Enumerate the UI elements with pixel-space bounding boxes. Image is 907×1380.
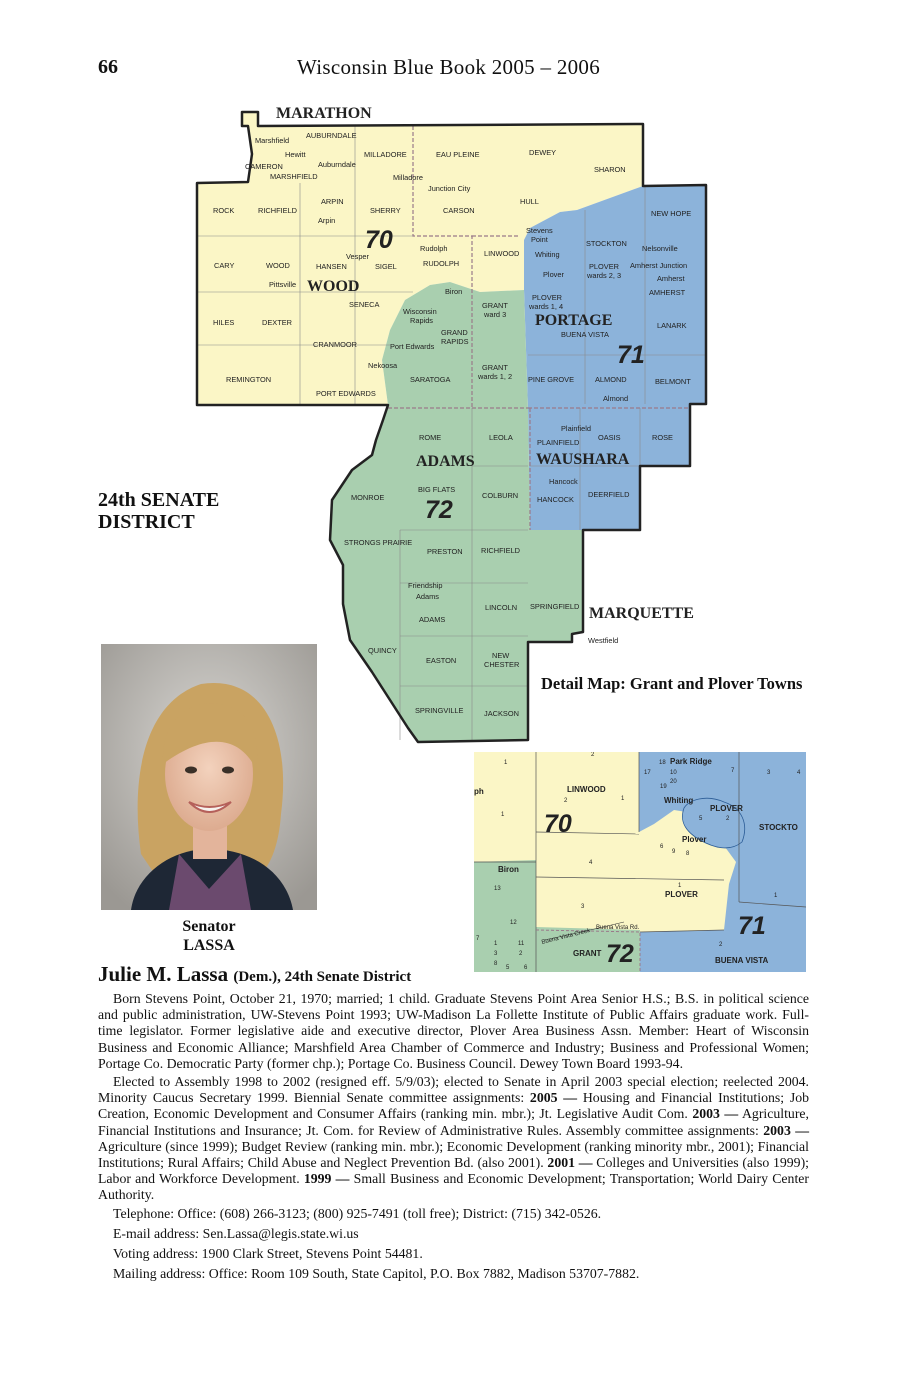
- map-label: Arpin: [318, 216, 336, 225]
- district-heading: [98, 489, 258, 533]
- map-label: PLOVER: [589, 262, 619, 271]
- map-label: ROCK: [213, 206, 235, 215]
- map-label: QUINCY: [368, 646, 397, 655]
- map-label: Nelsonville: [642, 244, 678, 253]
- map-label: Pittsville: [269, 280, 297, 289]
- map-label: Nekoosa: [368, 361, 398, 370]
- map-label: PLAINFIELD: [537, 438, 580, 447]
- map-label: ARPIN: [321, 197, 344, 206]
- map-label: ROME: [419, 433, 442, 442]
- contact-telephone: Telephone: Office: (608) 266-3123; (800) 925-7491 (toll free); District: (715) 342-0526.: [113, 1205, 602, 1221]
- map-label: HANSEN: [316, 262, 347, 271]
- ward-number: 5: [506, 965, 510, 971]
- county-label-marathon: MARATHON: [276, 105, 372, 122]
- map-label: CAMERON: [245, 162, 283, 171]
- detail-map-heading: Detail Map: Grant and Plover Towns: [541, 674, 803, 693]
- district-number-72: 72: [425, 496, 453, 524]
- map-label: wards 1, 4: [529, 302, 564, 311]
- legislator-party-district: (Dem.), 24th Senate District: [233, 969, 412, 985]
- map-label: Amherst: [657, 274, 685, 283]
- map-label: MARSHFIELD: [270, 172, 318, 181]
- contact-voting-address: Voting address: 1900 Clark Street, Stevens Point 54481.: [113, 1246, 423, 1262]
- map-label: Junction City: [428, 184, 471, 193]
- ward-number: 9: [672, 849, 676, 855]
- map-label: AMHERST: [649, 288, 686, 297]
- running-head: Wisconsin Blue Book 2005 – 2006: [297, 55, 601, 79]
- detail-label: Whiting: [664, 796, 694, 805]
- detail-map: [474, 752, 806, 972]
- map-label: BUENA VISTA: [561, 330, 609, 339]
- ward-number: 1: [501, 812, 505, 818]
- map-label: wards 2, 3: [587, 271, 622, 280]
- ward-number: 7: [476, 936, 480, 942]
- map-label: Friendship: [408, 581, 443, 590]
- ward-number: 3: [767, 770, 771, 776]
- county-label-marquette: MARQUETTE: [589, 605, 694, 622]
- county-label-portage: PORTAGE: [535, 312, 613, 329]
- map-label: Wisconsin: [403, 307, 437, 316]
- ward-number: 6: [660, 844, 664, 850]
- map-label: Hewitt: [285, 150, 306, 159]
- ward-number: 2: [591, 752, 595, 758]
- ward-number: 11: [518, 941, 525, 947]
- map-label: Adams: [416, 592, 440, 601]
- map-label: HILES: [213, 318, 235, 327]
- map-label: ward 3: [484, 310, 507, 319]
- map-label: SHARON: [594, 165, 626, 174]
- bio-paragraph-career: Elected to Assembly 1998 to 2002 (resigned eff. 5/9/03); elected to Senate in April 2003 special election; reelected 2004. Minority Caucus Secretary 1999. Biennial Senate committee assignments: 2005 — Housing and Financial Institutions; Job Creation, Economic Development and Consumer Affairs (ranking min. mbr.); Jt. Legislative Audit Com. 2003 — Agriculture, Financial Institutions and Insurance; Jt. Com. for Review of Administrative Rules. Assembly committee assignments: 2003 — Agriculture (since 1999); Budget Review (ranking min. mbr.); Economic Development (ranking minority mbr., 2001); Financial Institutions; Rural Affairs; Child Abuse and Neglect Prevention Bd. (also 2001). 2001 — Colleges and Universities (also 1999); Labor and Workforce Development. 1999 — Small Business and Economic Development; Transportation; World Dairy Center Authority.: [98, 1074, 810, 1203]
- map-label: AUBURNDALE: [306, 131, 357, 140]
- detail-label: Plover: [682, 835, 707, 844]
- detail-label: PLOVER: [710, 804, 743, 813]
- ward-number: 2: [564, 798, 568, 804]
- photo-caption-line1: Senator: [182, 918, 236, 935]
- ward-number: 3: [494, 951, 498, 957]
- photo-caption: [101, 917, 317, 955]
- map-label: ALMOND: [595, 375, 627, 384]
- ward-number: 8: [494, 961, 498, 967]
- ward-number: 2: [726, 816, 730, 822]
- map-label: Whiting: [535, 250, 560, 259]
- map-label: PORT EDWARDS: [316, 389, 376, 398]
- ward-number: 18: [659, 760, 666, 766]
- map-label: ROSE: [652, 433, 673, 442]
- map-label: wards 1, 2: [478, 372, 513, 381]
- map-label: PRESTON: [427, 547, 463, 556]
- map-label: CARSON: [443, 206, 475, 215]
- ward-number: 19: [660, 784, 667, 790]
- map-label: HULL: [520, 197, 539, 206]
- ward-number: 1: [504, 760, 508, 766]
- detail-label: LINWOOD: [567, 785, 606, 794]
- detail-label: PLOVER: [665, 890, 698, 899]
- map-label: RICHFIELD: [481, 546, 521, 555]
- ward-number: 1: [678, 883, 682, 889]
- ward-number: 7: [731, 768, 735, 774]
- bio-paragraph-personal: Born Stevens Point, October 21, 1970; married; 1 child. Graduate Stevens Point Area Senior H.S.; B.S. in political science and public administration, UW-Stevens Point 1993; UW-Madison La Follette Institute of Public Affairs graduate work. Full-time legislator. Former legislative aide and executive director, Plover Area Business Assn. Member: Heart of Wisconsin Business and Economic Alliance; Marshfield Area Chamber of Commerce and Industry; Business and Professional Women; Portage Co. Democratic Party (former chp.); Portage Co. Business Council. Dewey Town Board 1993-94.: [98, 991, 809, 1071]
- map-label: NEW: [492, 651, 510, 660]
- detail-label: Buena Vista Rd.: [596, 925, 640, 931]
- detail-district-71: 71: [738, 912, 766, 940]
- map-label: RUDOLPH: [423, 259, 460, 268]
- legislator-biography: [98, 991, 809, 1286]
- ward-number: 20: [670, 779, 677, 785]
- map-label: PINE GROVE: [528, 375, 574, 384]
- map-label: DEWEY: [529, 148, 557, 157]
- map-label: Marshfield: [255, 136, 290, 145]
- map-label: CRANMOOR: [313, 340, 357, 349]
- map-label: ADAMS: [419, 615, 446, 624]
- ward-number: 13: [494, 886, 501, 892]
- map-label: OASIS: [598, 433, 621, 442]
- map-label: STRONGS PRAIRIE: [344, 538, 413, 547]
- district-heading-line2: DISTRICT: [98, 511, 195, 533]
- map-label: RAPIDS: [441, 337, 469, 346]
- map-label: PLOVER: [532, 293, 562, 302]
- map-label: Hancock: [549, 477, 578, 486]
- contact-mailing-address: Mailing address: Office: Room 109 South, State Capitol, P.O. Box 7882, Madison 53707-7882.: [113, 1266, 640, 1282]
- map-label: SPRINGFIELD: [530, 602, 580, 611]
- detail-label: BUENA VISTA: [715, 956, 769, 965]
- map-label: NEW HOPE: [651, 209, 692, 218]
- photo-caption-line2: LASSA: [183, 937, 235, 954]
- map-label: Auburndale: [318, 160, 356, 169]
- ward-number: 10: [670, 770, 677, 776]
- county-label-wood: WOOD: [307, 278, 360, 295]
- map-label: EASTON: [426, 656, 457, 665]
- map-label: MILLADORE: [364, 150, 407, 159]
- map-label: MONROE: [351, 493, 385, 502]
- map-label: Milladore: [393, 173, 423, 182]
- detail-label: GRANT: [573, 949, 602, 958]
- map-label: Rapids: [410, 316, 434, 325]
- ward-number: 4: [797, 770, 801, 776]
- map-label: Plover: [543, 270, 564, 279]
- map-label: Vesper: [346, 252, 370, 261]
- map-label: DEXTER: [262, 318, 292, 327]
- map-label: GRANT: [482, 301, 508, 310]
- map-label: SHERRY: [370, 206, 401, 215]
- map-label: CHESTER: [484, 660, 520, 669]
- map-label: LINCOLN: [485, 603, 518, 612]
- senator-portrait-photo: [101, 644, 317, 910]
- district-number-71: 71: [617, 341, 645, 369]
- detail-district-70: 70: [544, 810, 572, 838]
- ward-number: 8: [686, 851, 690, 857]
- ward-number: 2: [519, 951, 523, 957]
- map-label: Port Edwards: [390, 342, 435, 351]
- map-label: Almond: [603, 394, 629, 403]
- map-label: Point: [531, 235, 548, 244]
- page-number: 66: [98, 56, 118, 78]
- district-heading-line1: 24th SENATE: [98, 489, 220, 511]
- map-label: STOCKTON: [586, 239, 627, 248]
- map-label: Rudolph: [420, 244, 448, 253]
- map-label: Plainfield: [561, 424, 591, 433]
- map-label: SENECA: [349, 300, 380, 309]
- ward-number: 17: [644, 770, 651, 776]
- ward-number: 12: [510, 920, 517, 926]
- detail-district-72: 72: [606, 940, 634, 968]
- ward-number: 1: [774, 893, 778, 899]
- ward-number: 5: [699, 816, 703, 822]
- legislator-name: Julie M. Lassa: [98, 962, 229, 986]
- map-label: REMINGTON: [226, 375, 272, 384]
- map-label: GRAND: [441, 328, 468, 337]
- map-label: LINWOOD: [484, 249, 520, 258]
- map-label: GRANT: [482, 363, 508, 372]
- map-label: SARATOGA: [410, 375, 451, 384]
- ward-number: 1: [621, 796, 625, 802]
- map-label: DEERFIELD: [588, 490, 630, 499]
- ward-number: 3: [581, 904, 585, 910]
- legislator-name-heading: [98, 962, 411, 987]
- ward-number: 6: [524, 965, 528, 971]
- detail-label: ph: [474, 787, 484, 796]
- map-label: BIG FLATS: [418, 485, 456, 494]
- county-label-waushara: WAUSHARA: [536, 451, 630, 468]
- map-label: LANARK: [657, 321, 687, 330]
- map-label: Amherst Junction: [630, 261, 688, 270]
- map-label: SIGEL: [375, 262, 397, 271]
- map-label: BELMONT: [655, 377, 691, 386]
- detail-label: STOCKTO: [759, 823, 798, 832]
- district-number-70: 70: [365, 226, 393, 254]
- ward-number: 2: [719, 942, 723, 948]
- map-label: JACKSON: [484, 709, 519, 718]
- ward-number: 1: [494, 941, 498, 947]
- map-label: COLBURN: [482, 491, 519, 500]
- map-label: Westfield: [588, 636, 619, 645]
- contact-email[interactable]: E-mail address: Sen.Lassa@legis.state.wi.us: [113, 1225, 359, 1241]
- detail-label: Buena Vista Creek: [541, 928, 591, 946]
- map-label: Stevens: [526, 226, 553, 235]
- map-label: WOOD: [266, 261, 290, 270]
- map-label: LEOLA: [489, 433, 513, 442]
- map-label: EAU PLEINE: [436, 150, 480, 159]
- county-label-adams: ADAMS: [416, 453, 475, 470]
- map-label: CARY: [214, 261, 235, 270]
- map-label: SPRINGVILLE: [415, 706, 464, 715]
- detail-label: Park Ridge: [670, 757, 712, 766]
- map-label: HANCOCK: [537, 495, 574, 504]
- ward-number: 4: [589, 860, 593, 866]
- map-label: RICHFIELD: [258, 206, 298, 215]
- map-label: Biron: [445, 287, 463, 296]
- detail-label: Biron: [498, 865, 519, 874]
